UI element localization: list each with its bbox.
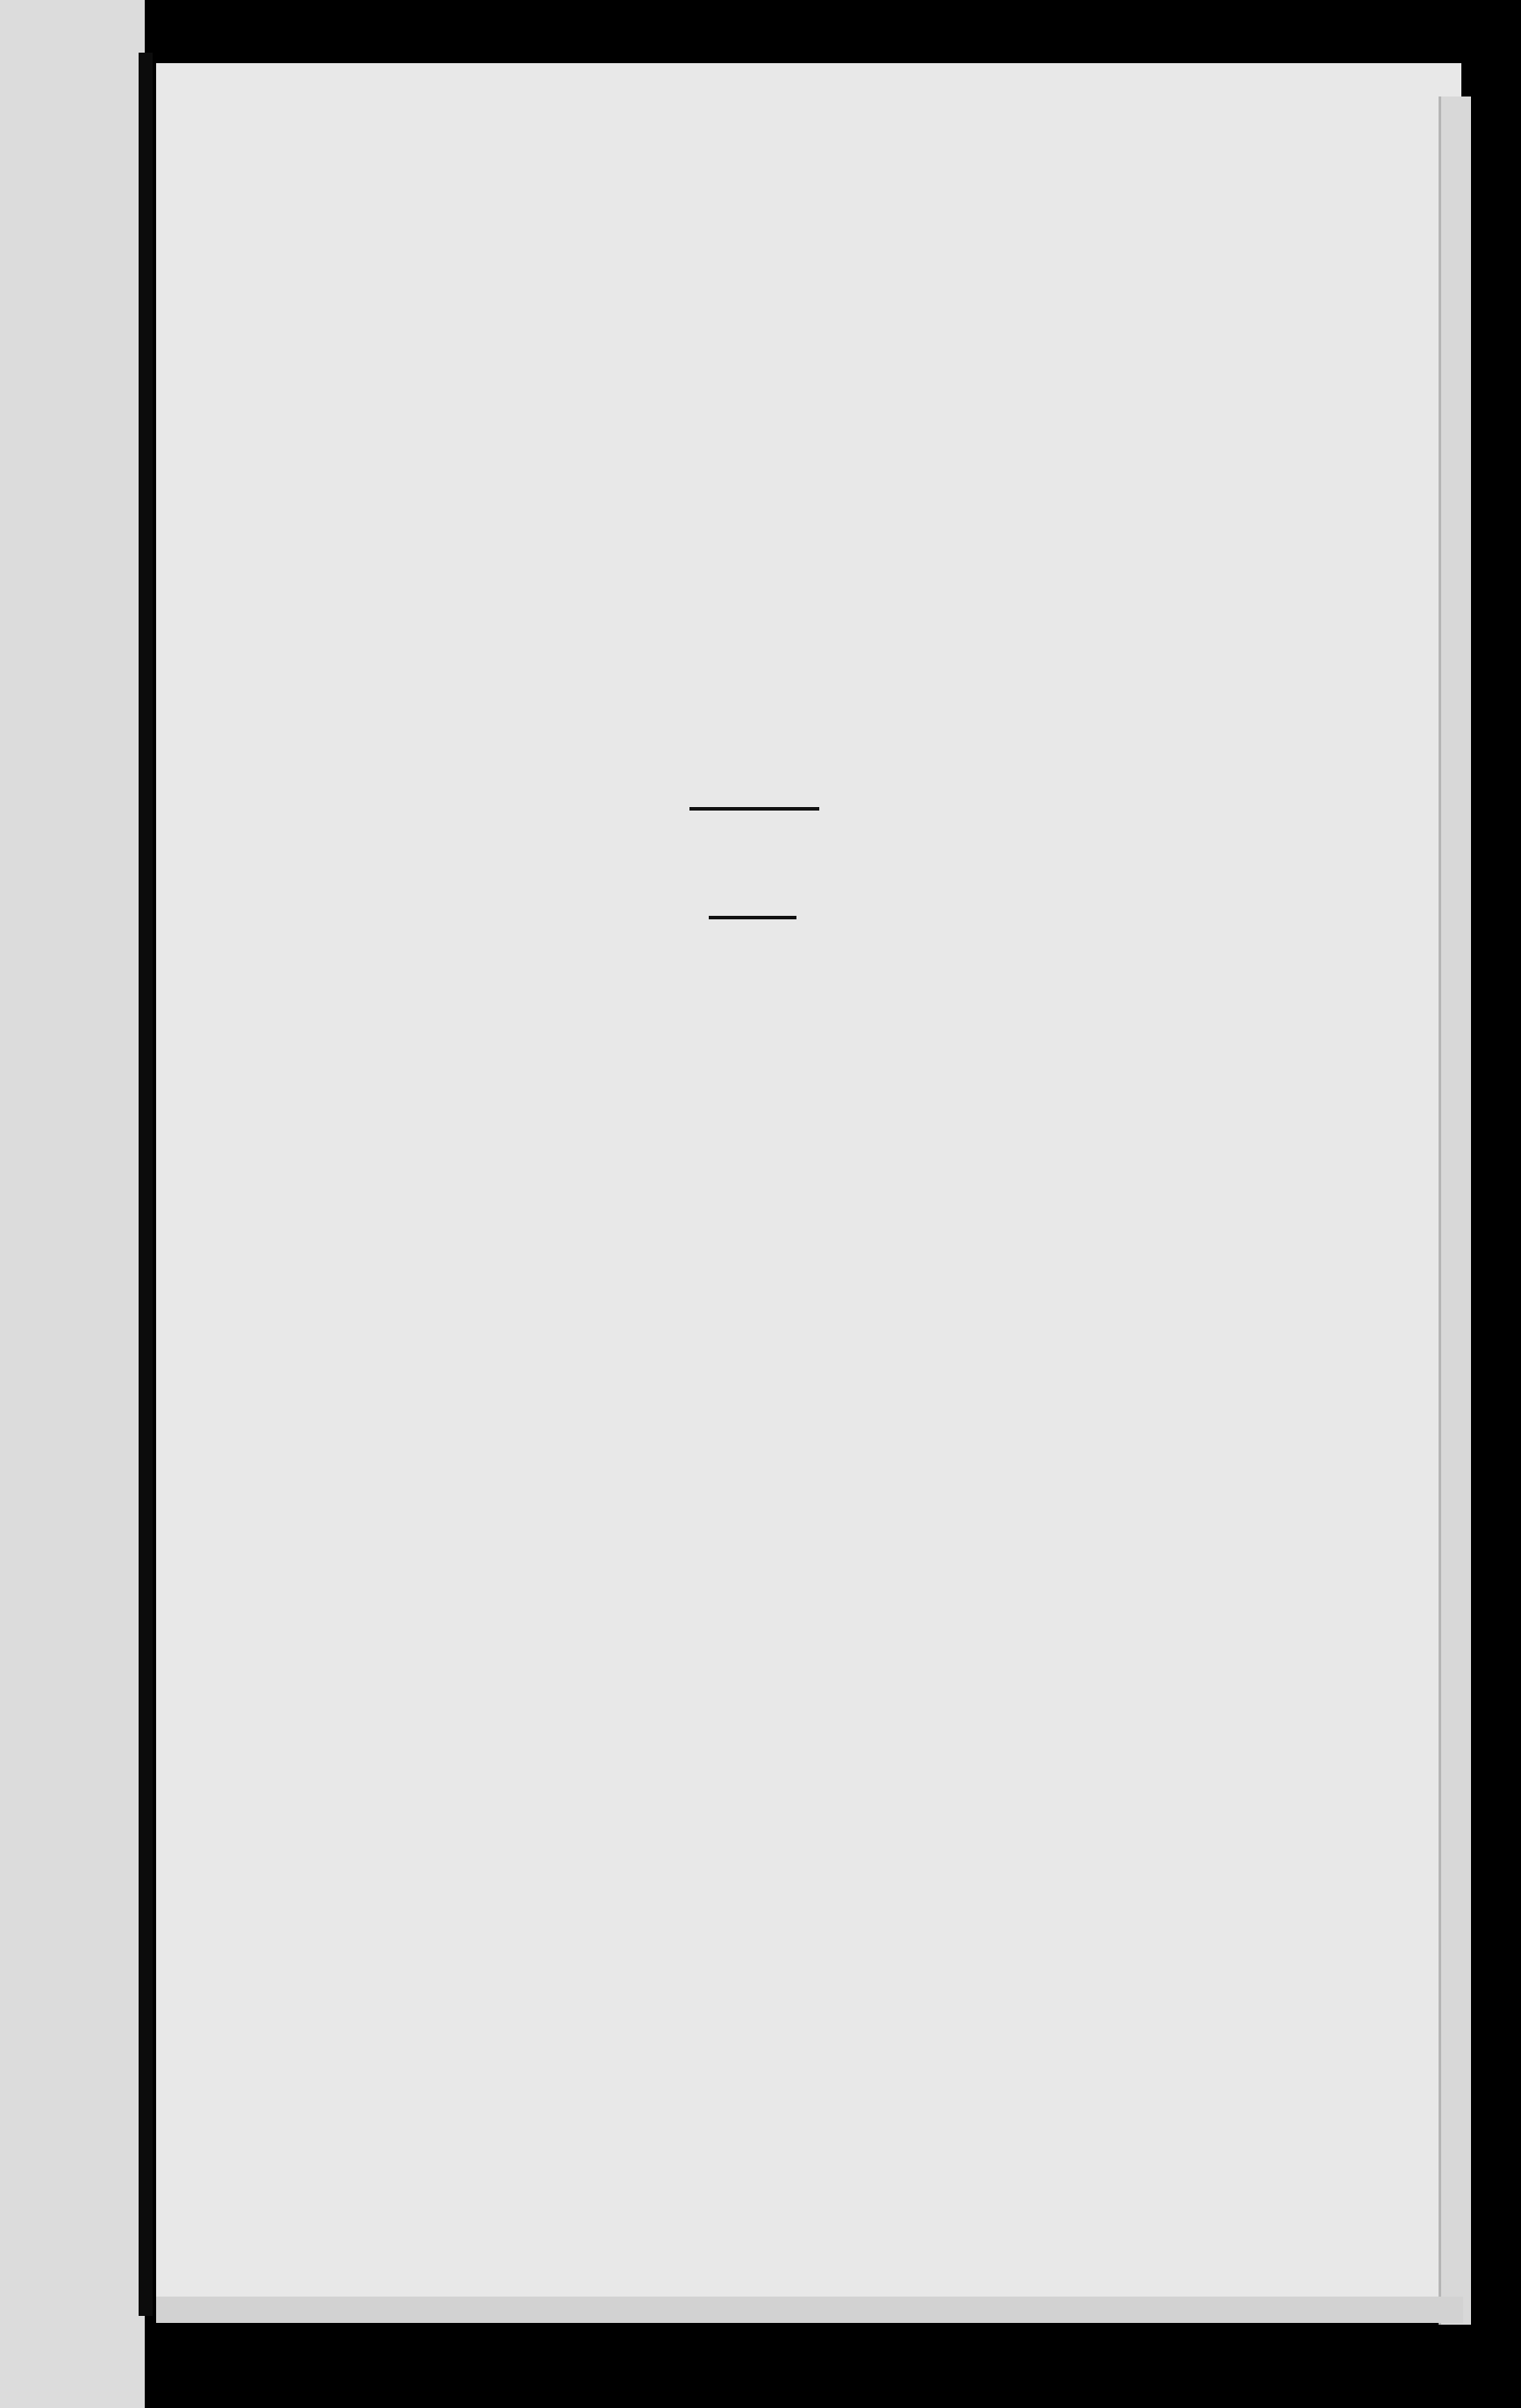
separator-rule-bottom — [709, 916, 796, 919]
book-gutter-shadow — [139, 53, 153, 2316]
page-bottom-edge — [156, 2297, 1463, 2323]
book-page — [156, 63, 1461, 2309]
separator-rule-top — [689, 807, 819, 811]
previous-page-margin — [0, 0, 145, 2408]
page-fore-edge — [1439, 96, 1471, 2325]
